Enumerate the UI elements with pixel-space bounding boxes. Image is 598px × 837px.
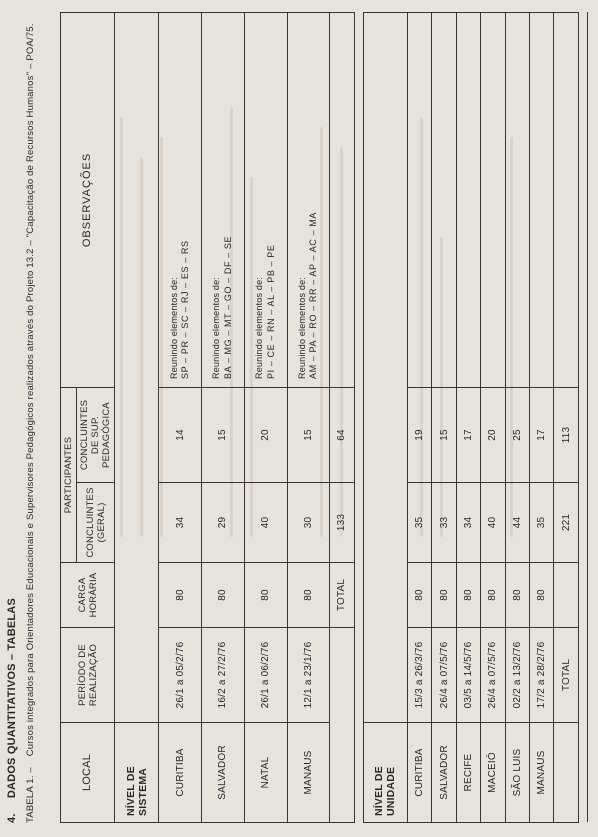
cell-local: SALVADOR [202, 723, 245, 823]
cell-sup: 17 [456, 387, 480, 482]
cell-periodo: 26/4 a 07/5/76 [432, 628, 456, 723]
cell-sup: 17 [530, 387, 554, 482]
cell-geral: 40 [481, 483, 505, 563]
cell-local: MACEIÓ [481, 723, 505, 823]
section-heading [6, 598, 18, 823]
cell-geral: 40 [244, 483, 287, 563]
header-participantes: PARTICIPANTES [61, 387, 77, 562]
data-table [60, 12, 588, 823]
cell-periodo: 16/2 a 27/2/76 [202, 628, 245, 723]
total-geral-unidade: 221 [554, 483, 579, 563]
cell-sup: 15 [287, 387, 330, 482]
section-number: 4. [6, 813, 18, 823]
cell-local: SÃO LUIS [505, 723, 529, 823]
cell-geral: 35 [407, 483, 431, 563]
section-row-sistema [115, 12, 159, 822]
total-sup-sistema: 64 [330, 387, 354, 482]
cell-carga: 80 [159, 563, 202, 628]
obs-label: Reunindo elementos de: [211, 277, 222, 379]
cell-observacoes [244, 12, 287, 387]
cell-observacoes [202, 12, 245, 387]
cell-carga: 80 [407, 563, 431, 628]
header-row-1 [61, 12, 77, 822]
cell-local: MANAUS [287, 723, 330, 823]
cell-sup: 19 [407, 387, 431, 482]
cell-local: NATAL [244, 723, 287, 823]
cell-sup: 15 [432, 387, 456, 482]
cell-carga: 80 [202, 563, 245, 628]
cell-local: MANAUS [530, 723, 554, 823]
header-concl-geral: CONCLUINTES (GERAL) [77, 483, 115, 563]
table-row [287, 12, 330, 822]
cell-carga: 80 [287, 563, 330, 628]
table-row [456, 12, 480, 822]
cell-sup: 14 [159, 387, 202, 482]
cell-geral: 29 [202, 483, 245, 563]
cell-sup: 15 [202, 387, 245, 482]
table-row [407, 12, 431, 822]
cell-sup: 20 [244, 387, 287, 482]
table-caption [24, 23, 37, 823]
total-label-sistema: TOTAL [330, 563, 354, 628]
table-row [481, 12, 505, 822]
cell-local: RECIFE [456, 723, 480, 823]
cell-periodo: 26/1 a 05/2/76 [159, 628, 202, 723]
table-bottom-rule [579, 12, 588, 822]
cell-carga: 80 [530, 563, 554, 628]
cell-periodo: 12/1 a 23/1/76 [287, 628, 330, 723]
section-spacer [354, 12, 363, 822]
total-row-sistema [330, 12, 354, 822]
obs-label: Reunindo elementos de: [296, 277, 307, 379]
obs-states: BA – MG – MT – GO – DF – SE [222, 235, 233, 379]
cell-periodo: 17/2 a 28/2/76 [530, 628, 554, 723]
table-caption-text: Cursos integrados para Orientadores Educacionais e Supervisores Pedagógicos realizados através do Projeto 13.2 – "Capacitação de Recursos Humanos" – POA/75. [25, 23, 36, 757]
data-table-wrapper [60, 13, 588, 823]
table-caption-label: TABELA 1. – [25, 767, 36, 823]
table-row [244, 12, 287, 822]
total-row-unidade [554, 12, 579, 822]
cell-sup: 20 [481, 387, 505, 482]
obs-label: Reunindo elementos de: [254, 277, 265, 379]
table-row [505, 12, 529, 822]
cell-geral: 34 [159, 483, 202, 563]
cell-geral: 33 [432, 483, 456, 563]
cell-geral: 44 [505, 483, 529, 563]
cell-carga: 80 [456, 563, 480, 628]
cell-local: CURITIBA [407, 723, 431, 823]
section-title-unidade: NÍVEL DE UNIDADE [363, 723, 407, 823]
table-row [432, 12, 456, 822]
obs-states: PI – CE – RN – AL – PB – PE [265, 244, 276, 379]
table-row [159, 12, 202, 822]
cell-periodo: 03/5 a 14/5/76 [456, 628, 480, 723]
total-label-unidade: TOTAL [554, 628, 579, 723]
header-observacoes: OBSERVAÇÕES [61, 12, 115, 387]
obs-label: Reunindo elementos de: [168, 277, 179, 379]
cell-geral: 34 [456, 483, 480, 563]
header-carga: CARGA HORÁRIA [61, 563, 115, 628]
cell-carga: 80 [505, 563, 529, 628]
total-sup-unidade: 113 [554, 387, 579, 482]
cell-carga: 80 [244, 563, 287, 628]
header-concl-sup: CONCLUINTES DE SUP. PEDAGÓGICA [77, 387, 115, 482]
cell-periodo: 26/4 a 07/5/76 [481, 628, 505, 723]
header-periodo: PERÍODO DE REALIZAÇÃO [61, 628, 115, 723]
total-geral-sistema: 133 [330, 483, 354, 563]
table-row [202, 12, 245, 822]
obs-states: AM – PA – RO – RR – AP – AC – MA [308, 212, 319, 379]
header-local: LOCAL [61, 723, 115, 823]
cell-local: CURITIBA [159, 723, 202, 823]
cell-geral: 30 [287, 483, 330, 563]
cell-periodo: 15/3 a 26/3/76 [407, 628, 431, 723]
obs-states: SP – PR – SC – RJ – ES – RS [180, 240, 191, 379]
section-row-unidade [363, 12, 407, 822]
table-row [530, 12, 554, 822]
cell-observacoes [159, 12, 202, 387]
cell-periodo: 02/2 a 13/2/76 [505, 628, 529, 723]
cell-carga: 80 [481, 563, 505, 628]
cell-observacoes [287, 12, 330, 387]
section-title: DADOS QUANTITATIVOS – TABELAS [6, 598, 18, 799]
cell-periodo: 26/1 a 06/2/76 [244, 628, 287, 723]
cell-geral: 35 [530, 483, 554, 563]
cell-local: SALVADOR [432, 723, 456, 823]
cell-sup: 25 [505, 387, 529, 482]
cell-carga: 80 [432, 563, 456, 628]
section-title-sistema: NÍVEL DE SISTEMA [115, 723, 159, 823]
